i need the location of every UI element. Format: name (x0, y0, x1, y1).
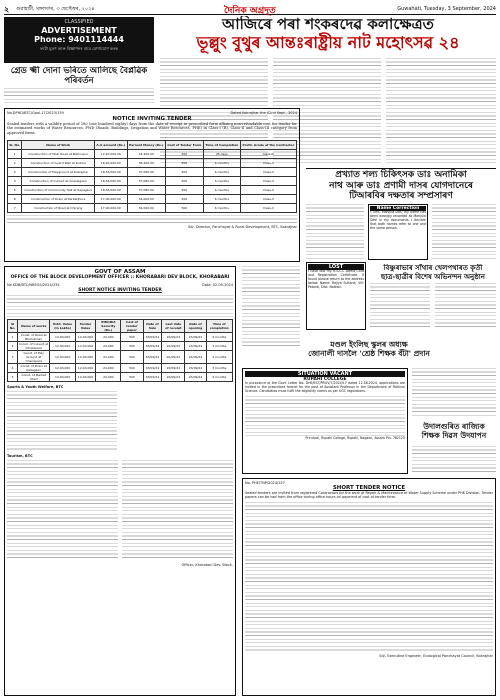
govt-table-cell: 20/09/24 (162, 350, 185, 363)
nit-col-header: Prefd. Grade of the Contractor (240, 141, 296, 150)
govt-section: SHORT NOTICE INVITING TENDER (78, 287, 162, 293)
govt-table-cell: 3 months (206, 341, 232, 350)
nit-table-row (8, 186, 297, 195)
govt-section2-body (7, 391, 117, 451)
govt-table-cell: 20/09/24 (162, 372, 185, 381)
govt-table-cell: 03/09/24 (143, 363, 162, 372)
nit-table-cell: 500 (165, 150, 203, 159)
situation-vacant-title: SITUATION VACANT (245, 371, 405, 377)
govt-table-cell: 20/09/24 (162, 341, 185, 350)
nit-table (7, 140, 297, 213)
nit-table-cell: 17,00,000.00 (94, 204, 127, 213)
mondal-story-header (242, 340, 496, 368)
govt-table-cell: 12,00,000 (75, 332, 95, 341)
govt-table-cell: 12,00,000 (50, 372, 75, 381)
bishnurabha-headline-1: বিষ্ণুৰাভাৰ সাঁথাৰ খেলপথাৰত কৃতী (383, 264, 483, 272)
govt-intro (7, 295, 233, 317)
top-story-kicker: আজিৰে পৰা শংকৰদেৱ কলাক্ষেত্ৰত (222, 16, 434, 33)
bishnurabha-headline-2: ছাত্ৰ-ছাত্ৰীৰ বিশেষ অভিনন্দন অনুষ্ঠান (381, 271, 485, 281)
govt-table-cell: 3 months (206, 332, 232, 341)
nit-ref: No.DPHD/BTC/Goal-17/2023/139 (7, 111, 64, 115)
trb-headline-2: নাথ আৰু ডাঃ প্ৰণামী দাসৰ যোগদানেৰে (329, 180, 473, 191)
govt-table-cell: 20/09/24 (162, 332, 185, 341)
nit-col-header: Earnest Money (Rs.) (127, 141, 165, 150)
nit-table-cell: 6 months (203, 195, 240, 204)
govt-table-cell: 500 (121, 363, 143, 372)
trb-body-col3 (432, 204, 496, 260)
classified-label: CLASSIFIED (64, 19, 94, 25)
top-story-body-col3 (386, 58, 496, 164)
nit-body: Sealed tenders with a validity period of 180 (one hundred eighty) days from the date of receipt in prescribed form affixing non-refundable cost for tender for the estimated works of Water Resources, PWD (Roads, Buildings, Irrigation and Water Resources, PHE) in Class-I (B), Class-II and Class-III category from approved firms. (7, 122, 297, 135)
govt-table-cell: 23/09/24 (185, 372, 206, 381)
nit-table-cell: 2 (8, 159, 22, 168)
govt-table-cell: 4 (8, 363, 18, 372)
udalguri-headline-1: উদালগুৰিত ৰাজ্যিক (423, 422, 485, 431)
nit-table-cell: 37,080.00 (127, 177, 165, 186)
lost-box (306, 262, 366, 330)
trb-headline-1: প্ৰখ্যাত শল্য চিকিৎসক ডাঃ অনামিকা (335, 170, 467, 180)
govt-table-cell: 3 (8, 350, 18, 363)
nit-table-cell: Construction of Main Road at Bishnupur (22, 150, 95, 159)
govt-table-cell: 12,00,000 (50, 350, 75, 363)
nit-table-cell: Construction of Road at Chirang (22, 204, 95, 213)
govt-table-row (8, 350, 233, 363)
govt-table-cell: 24,000 (96, 332, 121, 341)
govt-table-cell: 12,00,000 (50, 341, 75, 350)
nit-table-cell: Class-II (240, 168, 296, 177)
govt-table-cell: Const. of Play Ground at Chanapara (18, 350, 50, 363)
govt-table-cell: Const. of Market Shed (18, 372, 50, 381)
govt-col-header: Date of Sale (143, 319, 162, 332)
govt-table-row (8, 363, 233, 372)
govt-col-header: Time of completion (206, 319, 232, 332)
udalguri-headline-2: শিক্ষক দিৱস উদযাপন (421, 431, 487, 440)
nit-table-cell: 7 (8, 204, 22, 213)
nit-col-header: A.A amount (Rs.) (94, 141, 127, 150)
mondal-headline-2: জোনালী দাসলৈ 'শ্ৰেষ্ঠ শিক্ষক বঁটা' প্ৰদান (308, 349, 430, 358)
govt-col-header: Last date of receipt (162, 319, 185, 332)
mondal-story-body (412, 368, 496, 418)
side-story-body (242, 266, 300, 346)
govt-date: Date: 02-09-2024 (202, 282, 233, 287)
govt-table-cell: Const. of Drain at Kalaigaon (18, 363, 50, 372)
nit-table-cell: 18,20,000.00 (94, 159, 127, 168)
nit-table-cell: 34,000.00 (127, 204, 165, 213)
govt-table-cell: Const. of Culvert at Dhuliapara (19, 341, 49, 350)
nit-table-row (8, 150, 297, 159)
govt-col-header: EMD/Bid Security (Rs.) (96, 319, 121, 332)
mondal-headline-1: মণ্ডল ইংলিছ স্কুলৰ অধ্যক্ষ (330, 340, 408, 349)
govt-table-cell: Const. of Road at Bhalukmari (18, 332, 50, 341)
date-left: গুৱাহাটী, মঙ্গলবাৰ, ৩ ছেপ্টেম্বৰ, ২০২৪ (16, 6, 95, 12)
trb-rule (306, 168, 496, 169)
trb-body-col1 (306, 204, 364, 260)
govt-table-row (8, 341, 233, 350)
trb-story-header (306, 168, 496, 202)
nit-table-cell: 500 (165, 204, 203, 213)
nit-table-cell: 4 (8, 177, 22, 186)
short-tender-body: Sealed tenders are invited from registered Contractors for the work of Repair & Maintenance of Water Supply Scheme under PHE Division. Tender papers can be had from the office during office hours on payment of cost of tender form. (245, 491, 493, 500)
nit-table-cell: 24,400.00 (127, 150, 165, 159)
nit-table-row (8, 168, 297, 177)
nit-col-header: Sl. No. (8, 141, 22, 150)
nit-table-cell: Construction of Drain at Parbatjhora (22, 195, 95, 204)
nit-table-cell: 6 months (203, 177, 240, 186)
notice-inviting-tender (4, 108, 300, 262)
nit-table-cell: 500 (165, 186, 203, 195)
short-tender-notice (242, 478, 496, 696)
govt-col-header: Sl No. (8, 319, 18, 332)
nit-table-row (8, 195, 297, 204)
nit-table-cell: Construction of Community Hall at Kajalgaon (22, 186, 95, 195)
classified-ad-box (4, 17, 154, 63)
date-right: Guwahati, Tuesday, 3 September, 2024 (397, 6, 496, 12)
govt-table-cell: 3 months (206, 372, 232, 381)
govt-signatory: Officer, Khorabari Dev. Block. (181, 562, 233, 567)
left-story-body (4, 88, 154, 104)
top-story-header (160, 16, 496, 56)
govt-col-header: Cost of tender paper (121, 319, 143, 332)
nit-table-cell: 5 (8, 186, 22, 195)
short-tender-details (245, 502, 493, 652)
govt-table-cell: 500 (121, 350, 143, 363)
nit-date: Dated Kokrajhar the 02nd Sept., 2024 (230, 111, 297, 115)
govt-col-header: Estd. Value (in Lakhs) (50, 319, 75, 332)
nit-table-row (8, 159, 297, 168)
nit-table-cell: 36,400.00 (127, 159, 165, 168)
govt-table-cell: 3 months (206, 350, 232, 363)
nit-table-cell: Class-II (240, 195, 296, 204)
govt-table-header (8, 319, 233, 332)
govt-table-cell: 12,00,000 (75, 372, 95, 381)
govt-title: GOVT OF ASSAM (94, 269, 146, 275)
nit-table-cell: 6 (8, 195, 22, 204)
nit-table-cell: 18,54,000.00 (94, 168, 127, 177)
govt-col-header: Tender Value (75, 319, 95, 332)
govt-table-cell: 03/09/24 (143, 341, 162, 350)
nit-table-cell: 500 (165, 168, 203, 177)
newspaper-logo: দৈনিক অগ্ৰদূত (224, 6, 276, 16)
govt-table-cell: 3 months (206, 363, 232, 372)
govt-table-cell: 500 (121, 372, 143, 381)
nit-table-cell: 17,00,000.00 (94, 195, 127, 204)
classified-phone: Phone: 9401114444 (34, 35, 124, 44)
nit-table-cell: 3 (8, 168, 22, 177)
govt-footnote-left (7, 460, 118, 560)
nit-table-cell: Class-II (240, 159, 296, 168)
nit-table-cell: Class-II (240, 186, 296, 195)
situation-vacant-signatory: Principal, Rupahi College, Rupahi, Nagaon, Assam Pin- 782125 (305, 435, 405, 440)
name-correction-box (368, 204, 428, 260)
govt-table-cell: 23/09/24 (185, 332, 206, 341)
govt-table-cell: 1 (8, 332, 18, 341)
govt-col-header: Name of works (18, 319, 50, 332)
nit-table-cell: 500 (165, 177, 203, 186)
situation-vacant-org: RUPAHI COLLEGE (303, 377, 347, 382)
situation-vacant-box (242, 368, 408, 474)
govt-table-cell: 5 (8, 372, 18, 381)
classified-title: ADVERTISEMENT (41, 26, 117, 35)
govt-table-cell: 03/09/24 (143, 332, 162, 341)
govt-table-cell: 03/09/24 (143, 350, 162, 363)
bishnurabha-body-col1 (370, 283, 430, 329)
classified-body: ফটো মুদ্ৰণ আৰু বিজ্ঞাপনৰ বাবে যোগাযোগ কৰক (40, 46, 118, 51)
nit-title: NOTICE INVITING TENDER (112, 116, 192, 122)
govt-table-cell: 23/09/24 (185, 341, 206, 350)
trb-headline-3: টিআৰবিৰ দক্ষতাৰ সম্প্ৰসাৰণ (349, 191, 453, 201)
lost-body: I have lost my H.S.L.C Admit Card and Registration Certificate. If found please return to the address below. Name: Rajiya Sultana, Vill: Patardi, Dist: Nalbari. (308, 269, 364, 289)
govt-table-cell: 24,000 (96, 372, 121, 381)
nit-col-header: Name of Work (22, 141, 95, 150)
nit-table-cell: 18,54,000.00 (94, 177, 127, 186)
situation-vacant-details (245, 396, 405, 436)
govt-table-cell: 500 (121, 341, 143, 350)
nit-table-cell: 500 (165, 159, 203, 168)
govt-table-cell: 2 (8, 341, 18, 350)
nit-signatory: Sd/- Director, Panchayat & Rural Development, BTC, Kokrajhar (187, 225, 297, 229)
udalguri-story-header (412, 422, 496, 446)
nit-table-cell: 18,54,000.00 (94, 186, 127, 195)
nit-table-row (8, 177, 297, 186)
nit-table-cell: Construction of Playground at Kokrajhar (22, 168, 95, 177)
nit-table-cell: Construction of Guard Wall at Dotma (22, 159, 95, 168)
nit-table-cell: 6 months (203, 159, 240, 168)
short-tender-signatory: Sd/- Executive Engineer, Ecological Panchayat Council, Kokrajhar (379, 654, 493, 659)
bishnurabha-body-col2 (435, 283, 496, 329)
nit-table-cell: 1 (8, 150, 22, 159)
govt-table-cell: 23/09/24 (185, 350, 206, 363)
nit-table-cell: 6 months (203, 186, 240, 195)
nit-table-cell: 45 days (203, 150, 240, 159)
govt-table-row (8, 332, 233, 341)
govt-table-cell: 500 (121, 332, 143, 341)
nit-table-cell: 500 (165, 195, 203, 204)
nit-table-cell: 37,080.00 (127, 186, 165, 195)
name-correction-body: I, Smt. Manjula Das, my name has been wrongly recorded as Manjula Devi in my documents. I declare that both names refer to one and the same person. (370, 210, 426, 230)
nit-table-cell: Class-III (240, 150, 296, 159)
nit-table-cell: Class-II (240, 177, 296, 186)
name-correction-title: Name Correction (370, 206, 426, 211)
nit-table-cell: 6 months (203, 204, 240, 213)
govt-table-cell: 12,00,000 (75, 341, 95, 350)
nit-col-header: Cost of Tender Form (165, 141, 203, 150)
nit-table-cell: 34,000.00 (127, 195, 165, 204)
masthead (4, 3, 496, 15)
govt-table-cell: 03/09/24 (143, 372, 162, 381)
situation-vacant-body: In pursuance of the Govt. Letter No. DHE/EST/PROV/7/2024/17 dated 12.06.2024, applications are invited in the prescribed format for the post of Assistant Professor in the Department of Political Science. Candidates must fulfil the eligibility norms as per UGC regulations. (245, 381, 405, 393)
lost-title: LOST (308, 264, 364, 270)
govt-section2: Sports & Youth Welfare, BTC (7, 384, 64, 389)
top-story-headline: ভূল্লুং বুথুৰ আন্তঃৰাষ্ট্ৰীয় নাট মহোৎসৱ ২৪ (196, 33, 460, 52)
govt-table-cell: 12,00,000 (75, 363, 95, 372)
govt-table-cell: 24,000 (96, 363, 121, 372)
nit-table-row (8, 204, 297, 213)
govt-table (7, 319, 233, 382)
nit-table-cell: 37,080.00 (127, 168, 165, 177)
govt-table-cell: 24,000 (96, 341, 121, 350)
nit-footnote (7, 215, 297, 225)
nit-table-cell: 12,20,000.00 (94, 150, 127, 159)
govt-table-cell: 12,00,000 (75, 350, 95, 363)
left-story-headline: গ্ৰেড ক্ষ্মী দোনা ভৰিতে আলিছে বৈপ্লৱিক পৰিবৰ্তন (10, 66, 148, 86)
page-number: ২ (4, 5, 10, 14)
nit-table-header (8, 141, 297, 150)
govt-table-cell: 12,00,000 (50, 363, 75, 372)
govt-table-cell: 23/09/24 (185, 363, 206, 372)
nit-col-header: Time of Completion (203, 141, 240, 150)
govt-footnote-right (122, 460, 233, 560)
govt-table-cell: 12,00,000 (50, 332, 75, 341)
govt-table-row (8, 372, 233, 381)
left-story (4, 66, 154, 106)
govt-assam-notice (4, 266, 236, 696)
nit-table-cell: Class-II (240, 204, 296, 213)
nit-table-cell: 6 months (203, 168, 240, 177)
govt-table-cell: 24,000 (96, 350, 121, 363)
nit-table-cell: Construction of Culvert at Gossaigaon (22, 177, 95, 186)
udalguri-story-body (412, 446, 496, 474)
govt-table-cell: 20/09/24 (162, 363, 185, 372)
govt-subtitle: OFFICE OF THE BLOCK DEVELOPMENT OFFICER :: KHORABARI DEV BLOCK, KHORABARI (10, 275, 230, 280)
govt-ref: No KDB/BTC/NREGS/2024/334 (7, 282, 60, 287)
short-tender-ref: No. PHE/TNP/2024/157 (245, 481, 285, 485)
short-tender-title: SHORT TENDER NOTICE (332, 485, 406, 491)
govt-col-header: Date of opening (185, 319, 206, 332)
govt-section3: Tourism, BTC (7, 453, 33, 458)
